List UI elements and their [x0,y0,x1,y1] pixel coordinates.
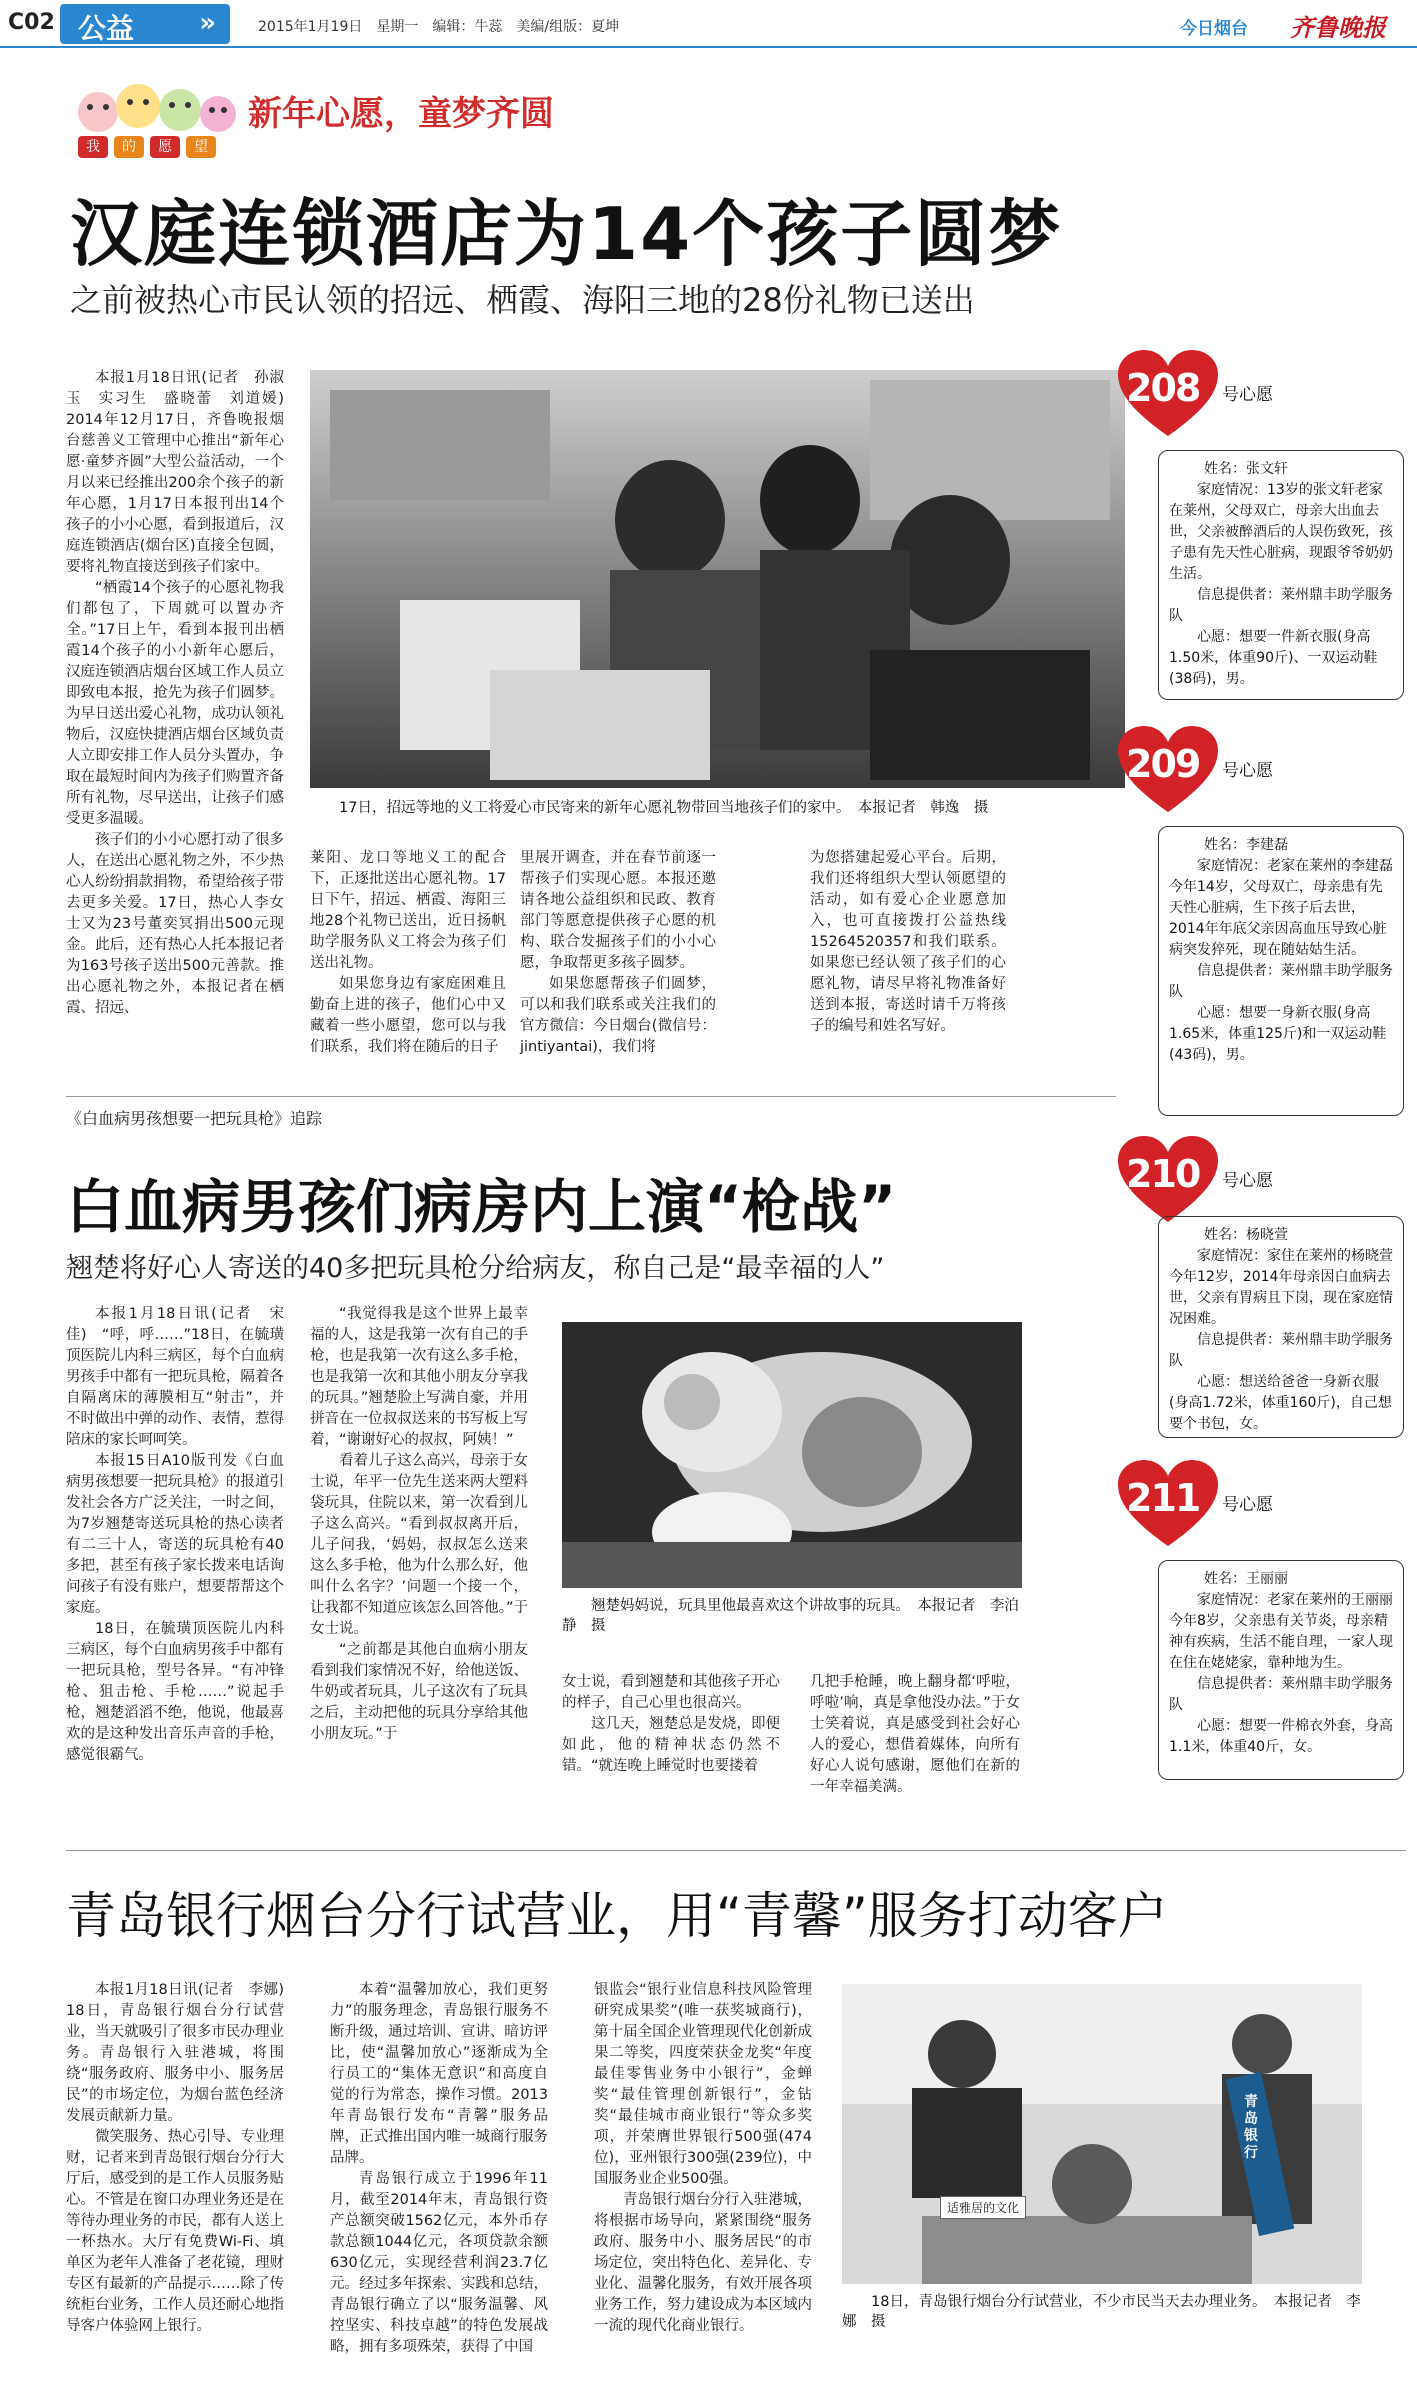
article2-column-2 [310,1304,528,1832]
article2-column-3 [562,1672,780,1822]
wish-family: 家庭情况：老家在莱州的王丽丽今年8岁，父亲患有关节炎，母亲精神有疾病，生活不能自理，一家人现在住在姥姥家，靠种地为生。 [1169,1592,1393,1671]
article3-headline: 青岛银行烟台分行试营业，用“青馨”服务打动客户 [66,1887,1168,1945]
campaign-kids-illustration [70,74,240,164]
wish-number-suffix: 号心愿 [1222,385,1273,405]
wish-name: 姓名：杨晓萱 [1204,1227,1288,1243]
wish-family: 家庭情况：13岁的张文轩老家在莱州，父母双亡，母亲大出血去世，父亲被醉酒后的人误伤致死，孩子患有先天性心脏病，现跟爷爷奶奶生活。 [1169,482,1393,582]
article2-paragraph: 这几天，翘楚总是发烧，即便如此，他的精神状态仍然不错。“就连晚上睡觉时也要搂着 [562,1716,780,1774]
article2-photo-caption: 翘楚妈妈说，玩具里他最喜欢这个讲故事的玩具。 本报记者 李泊静 摄 [562,1598,1019,1634]
section-label: 公益 [78,12,135,45]
article1-column-4 [810,848,1006,1078]
campaign-badge: 望 [186,136,216,158]
article1-paragraph: 如果您身边有家庭困难且勤奋上进的孩子，他们心中又藏着一些小愿望，您可以与我们联系，我们将在随后的日子 [310,976,506,1055]
bank-desk-sign: 适雅居的文化 [940,2196,1026,2219]
chevron-right-icon: » [199,8,216,38]
article1-paragraph: 为您搭建起爱心平台。后期，我们还将组织大型认领愿望的活动，如有爱心企业愿意加入，也可直接拨打公益热线15264520357和我们联系。如果您已经认领了孩子们的心愿礼物，请尽早将礼物准备好送到本报，寄送时请千万将孩子的编号和姓名写好。 [810,850,1006,1034]
article1-subhead: 之前被热心市民认领的招远、栖霞、海阳三地的28份礼物已送出 [70,281,975,319]
campaign-badge: 的 [114,136,144,158]
article1-paragraph: 里展开调查，并在春节前逐一帮孩子们实现心愿。本报还邀请各地公益组织和民政、教育部门等愿意提供孩子心愿的机构、联合发掘孩子们的小小心愿，争取帮更多孩子圆梦。 [520,850,716,971]
article1-paragraph: “栖霞14个孩子的心愿礼物我们都包了，下周就可以置办齐全。”17日上午，看到本报刊出栖霞14个孩子的小小新年心愿后，汉庭连锁酒店烟台区域工作人员立即致电本报，抢先为孩子们圆梦。为早日送出爱心礼物，成功认领礼物后，汉庭快捷酒店烟台区域负责人立即安排工作人员分头置办，争取在最短时间内为孩子们购置齐备所有礼物，尽早送出，让孩子们感受更多温暖。 [66,580,284,827]
wish-card [1158,826,1404,1116]
wish-content: 心愿：想要一件新衣服(身高1.50米，体重90斤)、一双运动鞋(38码)，男。 [1169,629,1378,687]
article3-paragraph: 本报1月18日讯(记者 李娜) 18日，青岛银行烟台分行试营业，当天就吸引了很多市民办理业务。青岛银行入驻港城，将围绕“服务政府、服务中小、服务居民”的市场定位，为烟台蓝色经济发展贡献新力量。 [66,1982,299,2124]
article3-column-2 [330,1980,548,2376]
wish-name: 姓名：王丽丽 [1204,1571,1288,1587]
article2-top-rule [66,1096,1116,1097]
article3-column-1 [66,1980,299,2376]
article1-paragraph: 莱阳、龙口等地义工的配合下，正逐批送出心愿礼物。17日下午，招远、栖霞、海阳三地28个礼物已送出，近日扬帆助学服务队义工将会为孩子们送出礼物。 [310,850,506,971]
wish-card [1158,450,1404,700]
article3-paragraph: 微笑服务、热心引导、专业理财，记者来到青岛银行烟台分行大厅后，感受到的是工作人员服务贴心。不管是在窗口办理业务还是在等待办理业务的市民，都有人送上一杯热水。大厅有免费Wi-Fi、填单区为老年人准备了老花镜，理财专区有最新的产品提示……除了传统柜台业务，工作人员还耐心地指导客户体验网上银行。 [66,2129,284,2334]
wish-card [1158,1560,1404,1780]
wish-name: 姓名：张文轩 [1204,461,1288,477]
wish-number: 211 [1126,1476,1200,1520]
article1-column-2 [310,848,506,1078]
masthead: 齐鲁晚报 [1290,13,1386,42]
article3-paragraph: 本着“温馨加放心，我们更努力”的服务理念，青岛银行服务不断升级，通过培训、宣讲、暗访评比，使“温馨加放心”逐渐成为全行员工的“集体无意识”和高度自觉的行为常态，操作习惯。2013年青岛银行发布“青馨”服务品牌，正式推出国内唯一城商行服务品牌。 [330,1982,548,2166]
wish-provider: 信息提供者：莱州鼎丰助学服务队 [1169,1676,1393,1713]
header-rule [0,46,1417,48]
wish-number: 210 [1126,1152,1200,1196]
article3-photo [842,1984,1362,2284]
wish-content: 心愿：想要一件棉衣外套，身高1.1米，体重40斤，女。 [1169,1718,1393,1755]
article2-paragraph: 本报1月18日讯(记者 宋佳) “呼，呼……”18日，在毓璜顶医院儿内科三病区，每个白血病男孩手中都有一把玩具枪，隔着各自隔离床的薄膜相互“射击”，并不时做出中弹的动作、表情，惹得陪床的家长呵呵笑。 [66,1306,284,1448]
article2-paragraph: 本报15日A10版刊发《白血病男孩想要一把玩具枪》的报道引发社会各方广泛关注，一时之间，为7岁翘楚寄送玩具枪的热心读者有二三十人，寄送的玩具枪有40多把，甚至有孩子家长拨来电话询问孩子有没有账户，想要帮帮这个家庭。 [66,1453,284,1616]
campaign-badge: 我 [78,136,108,158]
article1-photo-caption: 17日，招远等地的义工将爱心市民寄来的新年心愿礼物带回当地孩子们的家中。 本报记者 韩逸 摄 [339,800,989,816]
campaign-slogan: 新年心愿，童梦齐圆 [248,94,554,134]
article1-photo [310,370,1125,788]
article3-photo-caption: 18日，青岛银行烟台分行试营业，不少市民当天去办理业务。 本报记者 李娜 摄 [842,2294,1361,2330]
wish-content: 心愿：想要一身新衣服(身高1.65米，体重125斤)和一双运动鞋(43码)，男。 [1169,1005,1387,1063]
right-section-label: 今日烟台 [1180,19,1248,39]
article2-column-4 [810,1672,1020,1822]
wish-number-suffix: 号心愿 [1222,761,1273,781]
wish-family: 家庭情况：老家在莱州的李建磊今年14岁，父母双亡，母亲患有先天性心脏病，生下孩子后去世，2014年年底父亲因高血压导致心脏病突发猝死，现在随姑姑生活。 [1169,858,1393,958]
wish-number-suffix: 号心愿 [1222,1495,1273,1515]
article1-paragraph: 如果您愿帮孩子们圆梦，可以和我们联系或关注我们的官方微信：今日烟台(微信号：jintiyantai)，我们将 [520,976,716,1055]
article2-column-1 [66,1304,284,1832]
wish-number: 208 [1126,366,1200,410]
wish-provider: 信息提供者：莱州鼎丰助学服务队 [1169,587,1393,624]
campaign-badge-row [78,136,216,158]
page-code: C02 [8,10,55,35]
article3-paragraph: 青岛银行成立于1996年11月，截至2014年末，青岛银行资产总额突破1562亿元，本外币存款总额1044亿元，各项贷款余额630亿元，实现经营利润23.7亿元。经过多年探索、实践和总结，青岛银行确立了以“服务温馨、风控坚实、科技卓越”的特色发展战略，拥有多项殊荣，获得了中国 [330,2171,548,2355]
wish-provider: 信息提供者：莱州鼎丰助学服务队 [1169,1332,1393,1369]
article2-photo [562,1322,1022,1588]
article2-kicker: 《白血病男孩想要一把玩具枪》追踪 [66,1109,323,1128]
campaign-badge: 愿 [150,136,180,158]
article2-paragraph: 看着儿子这么高兴，母亲于女士说，年平一位先生送来两大塑料袋玩具，住院以来，第一次看到儿子这么高兴。“看到叔叔离开后，儿子问我，‘妈妈，叔叔怎么送来这么多手枪，他为什么那么好，他叫什么名字？’问题一个接一个，让我都不知道应该怎么回答他。”于女士说。 [310,1453,528,1637]
article2-paragraph: 几把手枪睡，晚上翻身都‘呼啦，呼啦’响，真是拿他没办法。”于女士笑着说，真是感受到社会好心人的爱心，想借着媒体，向所有好心人说句感谢，愿他们在新的一年幸福美满。 [810,1674,1020,1795]
article3-paragraph: 银监会“银行业信息科技风险管理研究成果奖”(唯一获奖城商行)，第十届全国企业管理现代化创新成果二等奖，四度荣获金龙奖“年度最佳零售业务中小银行”，金蝉奖“最佳管理创新银行”，金钻奖“最佳城市商业银行”等众多奖项，并荣膺世界银行500强(474位)，亚州银行300强(239位)，中国服务业企业500强。 [594,1982,812,2187]
page-header [0,0,1417,62]
article3-column-3 [594,1980,812,2376]
article1-column-3 [520,848,716,1078]
article1-column-1 [66,368,299,1078]
article1-paragraph: 本报1月18日讯(记者 孙淑玉 实习生 盛晓蕾 刘道媛) 2014年12月17日，齐鲁晚报烟台慈善义工管理中心推出“新年心愿·童梦齐圆”大型公益活动，一个月以来已经推出200余个孩子的新年心愿，1月17日本报刊出14个孩子的小小心愿，看到报道后，汉庭连锁酒店(烟台区)直接全包圆，要将礼物直接送到孩子们家中。 [66,370,299,575]
wish-content: 心愿：想送给爸爸一身新衣服(身高1.72米，体重160斤)，自己想要个书包，女。 [1169,1374,1392,1432]
article2-paragraph: 女士说，看到翘楚和其他孩子开心的样子，自己心里也很高兴。 [562,1674,780,1711]
article2-headline: 白血病男孩们病房内上演“枪战” [66,1173,897,1241]
date-line: 2015年1月19日 星期一 编辑：牛蕊 美编/组版：夏坤 [258,19,620,35]
article2-paragraph: 18日，在毓璜顶医院儿内科三病区，每个白血病男孩手中都有一把玩具枪，型号各异。“有冲锋枪、狙击枪、手枪……”说起手枪，翘楚滔滔不绝，他说，他最喜欢的是这种发出音乐声音的手枪，感觉很霸气。 [66,1621,284,1763]
section-tab [60,4,230,44]
article1-headline: 汉庭连锁酒店为14个孩子圆梦 [70,192,1063,276]
article2-paragraph: “我觉得我是这个世界上最幸福的人，这是我第一次有自己的手枪，也是我第一次有这么多手枪，也是我第一次和其他小朋友分享我的玩具。”翘楚脸上写满自豪，并用拼音在一位叔叔送来的书写板上写着，“谢谢好心的叔叔，阿姨！” [310,1306,528,1448]
article3-paragraph: 青岛银行烟台分行入驻港城，将根据市场导向，紧紧围绕“服务政府、服务中小、服务居民”的市场定位，突出特色化、差异化、专业化、温馨化服务，有效开展各项业务工作，努力建设成为本区域内一流的现代化商业银行。 [594,2192,812,2334]
campaign-banner [70,74,630,164]
wish-card [1158,1216,1404,1438]
article2-paragraph: “之前都是其他白血病小朋友看到我们家情况不好，给他送饭、牛奶或者玩具，儿子这次有了玩具之后，主动把他的玩具分享给其他小朋友玩。”于 [310,1642,528,1742]
wish-family: 家庭情况：家住在莱州的杨晓萱今年12岁，2014年母亲因白血病去世，父亲有胃病且下岗，现在家庭情况困难。 [1169,1248,1393,1327]
wish-number-suffix: 号心愿 [1222,1171,1273,1191]
article2-subhead: 翘楚将好心人寄送的40多把玩具枪分给病友，称自己是“最幸福的人” [66,1253,885,1284]
article1-paragraph: 孩子们的小小心愿打动了很多人，在送出心愿礼物之外，不少热心人纷纷捐款捐物，希望给孩子带去更多关爱。17日，热心人李女士又为23号董奕冥捐出500元现金。此后，还有热心人托本报记者为163号孩子送出500元善款。推出心愿礼物之外，本报记者在栖霞、招远、 [66,832,284,1016]
wish-provider: 信息提供者：莱州鼎丰助学服务队 [1169,963,1393,1000]
wish-number: 209 [1126,742,1200,786]
article3-top-rule [66,1850,1406,1851]
wish-name: 姓名：李建磊 [1204,837,1288,853]
bank-sash-banner: 青岛银行 [1244,2094,1258,2161]
